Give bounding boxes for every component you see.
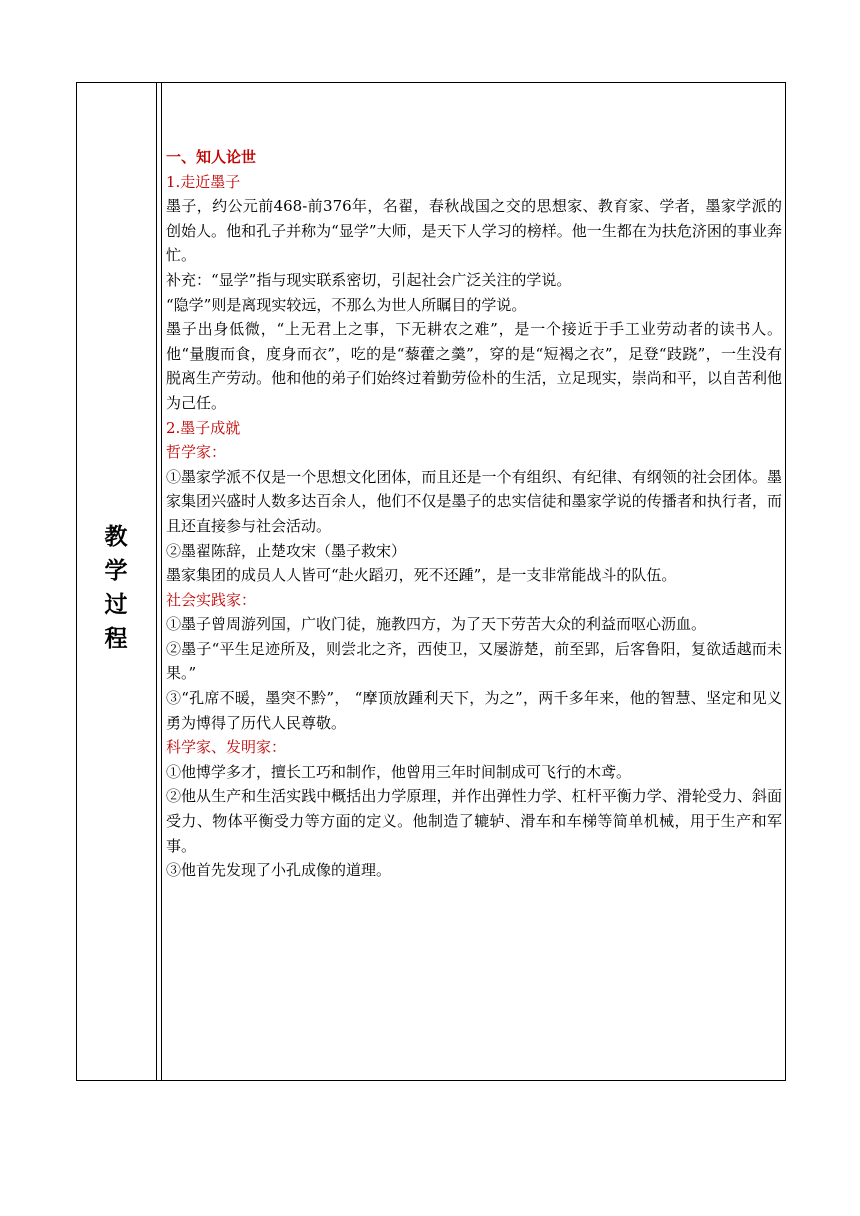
paragraph: ②墨子“平生足迹所及，则尝北之齐，西使卫，又屡游楚，前至郢，后客鲁阳，复欲适越而未果。” <box>166 639 782 683</box>
paragraph: 补充：“显学”指与现实联系密切，引起社会广泛关注的学说。 <box>166 270 572 289</box>
paragraph: 墨子出身低微，“上无君上之事，下无耕农之难”，是一个接近于手工业劳动者的读书人。他“量腹而食，度身而衣”，吃的是“藜藿之羹”，穿的是“短褐之衣”，足登“跂跷”，一生没有脱离生产劳动。他和他的弟子们始终过着勤劳俭朴的生活，立足现实，崇尚和平，以自苦利他为己任。 <box>166 320 782 412</box>
paragraph: 墨子，约公元前468-前376年，名翟，春秋战国之交的思想家、教育家、学者，墨家学派的创始人。他和孔子并称为“显学”大师，是天下人学习的榜样。他一生都在为扶危济困的事业奔忙。 <box>166 197 782 265</box>
paragraph: ①他博学多才，擅长工巧和制作，他曾用三年时间制成可飞行的木鸢。 <box>166 762 632 781</box>
row-label-char: 教 <box>104 524 128 550</box>
section-heading: 一、知人论世 <box>166 148 257 166</box>
category-label: 哲学家： <box>166 443 227 462</box>
category-label: 社会实践家： <box>166 590 257 609</box>
paragraph: ②墨翟陈辞，止楚攻宋（墨子救宋） <box>166 541 407 560</box>
row-label-char: 过 <box>104 592 128 618</box>
column-divider-inner <box>161 82 162 1081</box>
paragraph: 墨家集团的成员人人皆可“赴火蹈刃，死不还踵”，是一支非常能战斗的队伍。 <box>166 566 677 585</box>
subsection-heading: 1.走近墨子 <box>166 172 241 191</box>
lesson-content <box>166 145 782 883</box>
row-label-char: 程 <box>104 626 128 652</box>
paragraph: ①墨子曾周游列国，广收门徒，施教四方，为了天下劳苦大众的利益而呕心沥血。 <box>166 615 707 634</box>
paragraph: ③“孔席不暖，墨突不黔”， “摩顶放踵利天下，为之”，两千多年来，他的智慧、坚定和见义勇为博得了历代人民尊敬。 <box>166 689 782 732</box>
row-label-teaching-process <box>76 520 156 656</box>
column-divider <box>156 82 157 1081</box>
paragraph: ③他首先发现了小孔成像的道理。 <box>166 861 392 880</box>
category-label: 科学家、发明家： <box>166 738 287 757</box>
subsection-heading: 2.墨子成就 <box>166 418 241 437</box>
row-label-char: 学 <box>104 558 128 584</box>
paragraph: ①墨家学派不仅是一个思想文化团体，而且还是一个有组织、有纪律、有纲领的社会团体。墨家集团兴盛时人数多达百余人，他们不仅是墨子的忠实信徒和墨家学说的传播者和执行者，而且还直接参与社会活动。 <box>166 467 782 535</box>
paragraph: “隐学”则是离现实较远，不那么为世人所瞩目的学说。 <box>166 295 527 314</box>
paragraph: ②他从生产和生活实践中概括出力学原理，并作出弹性力学、杠杆平衡力学、滑轮受力、斜面受力、物体平衡受力等方面的定义。他制造了辘轳、滑车和车梯等简单机械，用于生产和军事。 <box>166 787 782 855</box>
